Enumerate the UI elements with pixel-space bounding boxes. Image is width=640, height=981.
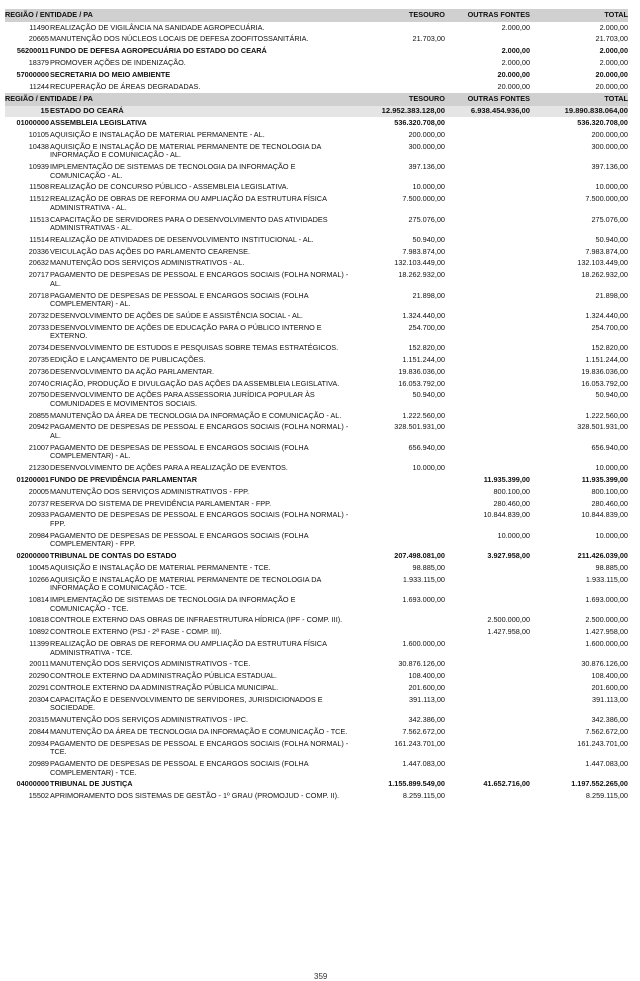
row-description: REALIZAÇÃO DE VIGILÂNCIA NA SANIDADE AGROPECUÁRIA. <box>50 22 265 32</box>
row-description: TRIBUNAL DE JUSTIÇA <box>50 779 133 789</box>
row-total: 280.460,00 <box>591 498 628 508</box>
row-tesouro: 536.320.708,00 <box>394 118 445 128</box>
table-row <box>5 422 628 442</box>
row-code: 20734 <box>28 343 49 353</box>
header-outras: OUTRAS FONTES <box>467 93 530 103</box>
row-total: 50.940,00 <box>595 234 628 244</box>
table-row <box>5 714 628 726</box>
row-description: AQUISIÇÃO E INSTALAÇÃO DE MATERIAL PERMANENTE DE TECNOLOGIA DA INFORMAÇÃO E COMUNICAÇÃO - TCE. <box>50 574 321 593</box>
row-total: 2.000,00 <box>599 57 628 67</box>
row-tesouro: 328.501.931,00 <box>394 422 445 432</box>
row-code: 20736 <box>28 366 49 376</box>
row-total: 275.076,00 <box>591 214 628 224</box>
row-code: 02000000 <box>16 551 49 561</box>
row-total: 1.427.958,00 <box>585 627 628 637</box>
row-total: 18.262.932,00 <box>581 270 628 280</box>
table-row <box>5 671 628 683</box>
row-description: MANUTENÇÃO DOS SERVIÇOS ADMINISTRATIVOS - FPP. <box>50 486 250 496</box>
row-tesouro: 132.103.449,00 <box>394 258 445 268</box>
row-total: 21.703,00 <box>595 34 628 44</box>
row-description: REALIZAÇÃO DE OBRAS DE REFORMA OU AMPLIAÇÃO DA ESTRUTURA FÍSICA ADMINISTRATIVA - TCE. <box>50 638 327 657</box>
row-total: 300.000,00 <box>591 141 628 151</box>
row-description: APRIMORAMENTO DOS SISTEMAS DE GESTÃO - 1º GRAU (PROMOJUD - COMP. II). <box>50 791 340 801</box>
row-total: 10.000,00 <box>595 530 628 540</box>
row-outras: 10.000,00 <box>497 530 530 540</box>
table-row <box>5 594 628 614</box>
row-code: 11490 <box>29 22 49 32</box>
row-tesouro: 7.500.000,00 <box>402 194 445 204</box>
row-total: 397.136,00 <box>591 162 628 171</box>
row-description: CAPACITAÇÃO E DESENVOLVIMENTO DE SERVIDORES, JURISDICIONADOS E SOCIEDADE. <box>50 694 323 713</box>
row-tesouro: 18.262.932,00 <box>398 270 445 280</box>
row-total: 391.113,00 <box>592 694 628 704</box>
row-tesouro: 1.151.244,00 <box>402 354 445 364</box>
row-code: 10045 <box>28 562 49 572</box>
table-row <box>5 694 628 714</box>
row-description: MANUTENÇÃO DOS SERVIÇOS ADMINISTRATIVOS - AL. <box>50 258 245 268</box>
row-total: 2.000,00 <box>599 46 628 56</box>
row-outras: 800.100,00 <box>493 486 530 496</box>
row-description: DESENVOLVIMENTO DE AÇÕES PARA ASSESSORIA JURÍDICA POPULAR ÀS COMUNIDADES E MOVIMENTOS SOCIAIS. <box>50 390 315 408</box>
table-row <box>5 498 628 510</box>
row-description: PAGAMENTO DE DESPESAS DE PESSOAL E ENCARGOS SOCIAIS (FOLHA NORMAL) - AL. <box>50 422 349 441</box>
row-code: 10939 <box>28 162 49 171</box>
row-code: 20984 <box>28 530 49 540</box>
row-code: 20005 <box>28 486 49 496</box>
row-description: ASSEMBLEIA LEGISLATIVA <box>50 118 147 128</box>
row-description: IMPLEMENTAÇÃO DE SISTEMAS DE TECNOLOGIA DA INFORMAÇÃO E COMUNICAÇÃO - TCE. <box>50 595 296 613</box>
table-row <box>5 354 628 366</box>
state-total: 19.890.838.064,00 <box>564 106 628 116</box>
row-total: 328.501.931,00 <box>577 422 628 432</box>
row-description: FUNDO DE DEFESA AGROPECUÁRIA DO ESTADO DO CEARÁ <box>50 46 267 56</box>
row-total: 16.053.792,00 <box>581 378 628 388</box>
row-outras: 11.935.399,00 <box>483 474 530 484</box>
table-row <box>5 182 628 194</box>
row-total: 342.386,00 <box>591 715 628 725</box>
row-code: 20844 <box>28 726 49 736</box>
row-total: 7.500.000,00 <box>585 194 628 204</box>
row-tesouro: 161.243.701,00 <box>394 738 445 748</box>
table-row <box>5 410 628 422</box>
row-description: PAGAMENTO DE DESPESAS DE PESSOAL E ENCARGOS SOCIAIS (FOLHA COMPLEMENTAR) - TCE. <box>50 758 309 777</box>
row-total: 132.103.449,00 <box>577 258 628 268</box>
state-tesouro: 12.952.383.128,00 <box>381 106 445 116</box>
row-code: 20290 <box>28 671 49 681</box>
table-row <box>5 791 628 803</box>
table-row <box>5 129 628 141</box>
row-total: 7.562.672,00 <box>585 726 628 736</box>
budget-table <box>5 9 628 802</box>
row-total: 30.876.126,00 <box>581 659 628 669</box>
row-code: 20934 <box>28 738 49 748</box>
row-description: MANUTENÇÃO DOS NÚCLEOS LOCAIS DE DEFESA ZOOFITOSSANITÁRIA. <box>50 34 309 44</box>
table-row <box>5 627 628 639</box>
table-row <box>5 57 628 69</box>
row-description: MANUTENÇÃO DA ÁREA DE TECNOLOGIA DA INFORMAÇÃO E COMUNICAÇÃO - AL. <box>50 410 342 420</box>
row-code: 10818 <box>28 615 49 625</box>
row-code: 11513 <box>29 214 49 224</box>
row-tesouro: 1.693.000,00 <box>402 595 445 604</box>
row-description: PAGAMENTO DE DESPESAS DE PESSOAL E ENCARGOS SOCIAIS (FOLHA COMPLEMENTAR) - FPP. <box>50 530 309 549</box>
row-outras: 1.427.958,00 <box>487 627 530 637</box>
row-description: CONTROLE EXTERNO DA ADMINISTRAÇÃO PÚBLICA ESTADUAL. <box>50 671 277 681</box>
row-code: 11512 <box>29 194 49 204</box>
row-description: AQUISIÇÃO E INSTALAÇÃO DE MATERIAL PERMANENTE - TCE. <box>50 562 271 572</box>
row-code: 04000000 <box>16 779 49 789</box>
state-total-row <box>5 106 628 118</box>
row-outras: 20.000,00 <box>497 81 530 91</box>
row-description: MANUTENÇÃO DA ÁREA DE TECNOLOGIA DA INFORMAÇÃO E COMUNICAÇÃO - TCE. <box>50 726 348 736</box>
table-row <box>5 463 628 475</box>
row-description: IMPLEMENTAÇÃO DE SISTEMAS DE TECNOLOGIA DA INFORMAÇÃO E COMUNICAÇÃO - AL. <box>50 162 296 180</box>
table-row <box>5 22 628 34</box>
table-row <box>5 638 628 658</box>
row-description: CONTROLE EXTERNO DAS OBRAS DE INFRAESTRUTURA HÍDRICA (IPF - COMP. III). <box>50 615 343 625</box>
row-description: SECRETARIA DO MEIO AMBIENTE <box>50 69 171 79</box>
row-code: 20735 <box>28 354 49 364</box>
header-total: TOTAL <box>604 10 628 20</box>
row-description: DESENVOLVIMENTO DE AÇÕES DE SAÚDE E ASSISTÊNCIA SOCIAL - AL. <box>50 311 303 320</box>
row-description: FUNDO DE PREVIDÊNCIA PARLAMENTAR <box>50 474 198 484</box>
section-a <box>5 22 628 93</box>
row-description: DESENVOLVIMENTO DE AÇÕES PARA A REALIZAÇÃO DE EVENTOS. <box>50 463 288 473</box>
row-tesouro: 7.562.672,00 <box>402 726 445 736</box>
row-tesouro: 21.703,00 <box>412 34 445 44</box>
row-total: 1.933.115,00 <box>585 574 628 584</box>
row-code: 10814 <box>28 595 49 604</box>
table-header-repeat <box>5 93 628 106</box>
row-code: 20717 <box>28 270 49 280</box>
row-total: 800.100,00 <box>591 486 628 496</box>
row-description: AQUISIÇÃO E INSTALAÇÃO DE MATERIAL PERMANENTE - AL. <box>50 129 265 139</box>
row-total: 10.000,00 <box>595 463 628 473</box>
row-tesouro: 342.386,00 <box>408 715 445 725</box>
row-code: 11244 <box>29 81 49 91</box>
row-description: CONTROLE EXTERNO DA ADMINISTRAÇÃO PÚBLICA MUNICIPAL. <box>50 682 279 692</box>
table-row <box>5 270 628 290</box>
header-outras: OUTRAS FONTES <box>467 10 530 20</box>
row-tesouro: 1.600.000,00 <box>402 638 445 648</box>
row-total: 98.885,00 <box>595 562 628 572</box>
row-description: CONTROLE EXTERNO (PSJ - 2ª FASE - COMP. III). <box>50 627 222 637</box>
row-description: PROMOVER AÇÕES DE INDENIZAÇÃO. <box>50 57 186 67</box>
row-description: MANUTENÇÃO DOS SERVIÇOS ADMINISTRATIVOS - TCE. <box>50 659 251 669</box>
row-code: 20942 <box>28 422 49 432</box>
row-description: EDIÇÃO E LANÇAMENTO DE PUBLICAÇÕES. <box>50 354 206 364</box>
row-total: 152.820,00 <box>591 343 628 353</box>
row-code: 01200001 <box>16 474 49 484</box>
page-number: 359 <box>314 972 328 981</box>
row-code: 20740 <box>28 378 49 388</box>
row-total: 21.898,00 <box>595 290 628 300</box>
row-tesouro: 50.940,00 <box>412 234 445 244</box>
row-tesouro: 108.400,00 <box>408 671 445 681</box>
row-code: 01000000 <box>16 118 49 128</box>
row-code: 10892 <box>28 627 49 637</box>
row-code: 10105 <box>28 129 49 139</box>
row-total: 1.693.000,00 <box>585 595 628 604</box>
header-region: REGIÃO / ENTIDADE / PA <box>5 10 93 20</box>
row-code: 10438 <box>28 141 49 151</box>
row-code: 20750 <box>28 390 49 400</box>
row-tesouro: 10.000,00 <box>412 463 445 473</box>
row-total: 1.600.000,00 <box>585 638 628 648</box>
row-tesouro: 207.498.081,00 <box>394 551 445 561</box>
row-total: 1.151.244,00 <box>585 354 628 364</box>
state-name: ESTADO DO CEARÁ <box>50 106 124 116</box>
entity-row <box>5 69 628 81</box>
row-total: 50.940,00 <box>595 390 628 400</box>
row-total: 10.000,00 <box>595 182 628 192</box>
header-tesouro: TESOURO <box>408 10 445 20</box>
row-outras: 2.000,00 <box>501 22 530 32</box>
row-code: 10266 <box>28 574 49 584</box>
table-row <box>5 322 628 342</box>
row-tesouro: 275.076,00 <box>408 214 445 224</box>
table-row <box>5 234 628 246</box>
table-row <box>5 343 628 355</box>
row-code: 20732 <box>28 311 49 320</box>
entity-row <box>5 550 628 562</box>
row-tesouro: 254.700,00 <box>408 322 445 332</box>
row-tesouro: 16.053.792,00 <box>398 378 445 388</box>
row-tesouro: 10.000,00 <box>412 182 445 192</box>
table-row <box>5 34 628 46</box>
row-tesouro: 1.324.440,00 <box>402 311 445 320</box>
row-tesouro: 201.600,00 <box>408 682 445 692</box>
row-code: 56200011 <box>16 46 49 56</box>
row-total: 1.222.560,00 <box>585 410 628 420</box>
row-description: CRIAÇÃO, PRODUÇÃO E DIVULGAÇÃO DAS AÇÕES DA ASSEMBLEIA LEGISLATIVA. <box>50 378 340 388</box>
row-outras: 41.652.716,00 <box>483 779 530 789</box>
row-total: 11.935.399,00 <box>581 474 628 484</box>
row-total: 20.000,00 <box>595 69 628 79</box>
row-tesouro: 1.155.899.549,00 <box>388 779 445 789</box>
row-code: 20336 <box>28 246 49 256</box>
table-row <box>5 726 628 738</box>
row-tesouro: 1.447.083,00 <box>402 758 445 768</box>
row-outras: 2.000,00 <box>501 46 530 56</box>
row-code: 18379 <box>28 57 49 67</box>
row-total: 1.197.552.265,00 <box>571 779 628 789</box>
row-description: REALIZAÇÃO DE OBRAS DE REFORMA OU AMPLIAÇÃO DA ESTRUTURA FÍSICA ADMINISTRATIVA - AL. <box>50 194 327 212</box>
entity-row <box>5 117 628 129</box>
table-row <box>5 141 628 161</box>
row-total: 10.844.839,00 <box>581 510 628 520</box>
row-description: DESENVOLVIMENTO DA AÇÃO PARLAMENTAR. <box>50 366 215 376</box>
row-description: DESENVOLVIMENTO DE ESTUDOS E PESQUISAS SOBRE TEMAS ESTRATÉGICOS. <box>50 343 339 353</box>
row-code: 20011 <box>29 659 49 669</box>
state-code: 15 <box>40 106 49 116</box>
row-total: 254.700,00 <box>591 322 628 332</box>
row-code: 20989 <box>28 758 49 768</box>
row-outras: 280.460,00 <box>493 498 530 508</box>
table-row <box>5 530 628 550</box>
header-total: TOTAL <box>604 93 628 103</box>
row-outras: 2.500.000,00 <box>487 615 530 625</box>
row-code: 20291 <box>28 682 49 692</box>
row-code: 20855 <box>28 410 49 420</box>
table-row <box>5 161 628 181</box>
table-row <box>5 246 628 258</box>
row-code: 11399 <box>29 638 49 648</box>
row-outras: 10.844.839,00 <box>483 510 530 520</box>
section-b <box>5 117 628 802</box>
row-description: MANUTENÇÃO DOS SERVIÇOS ADMINISTRATIVOS - IPC. <box>50 715 248 725</box>
row-total: 161.243.701,00 <box>577 738 628 748</box>
row-code: 20665 <box>28 34 49 44</box>
row-code: 20315 <box>28 715 49 725</box>
row-description: PAGAMENTO DE DESPESAS DE PESSOAL E ENCARGOS SOCIAIS (FOLHA NORMAL) - TCE. <box>50 738 349 757</box>
row-description: TRIBUNAL DE CONTAS DO ESTADO <box>50 551 177 561</box>
row-tesouro: 152.820,00 <box>408 343 445 353</box>
table-row <box>5 486 628 498</box>
table-row <box>5 366 628 378</box>
row-tesouro: 1.222.560,00 <box>402 410 445 420</box>
row-tesouro: 98.885,00 <box>412 562 445 572</box>
row-description: RESERVA DO SISTEMA DE PREVIDÊNCIA PARLAMENTAR - FPP. <box>50 498 272 508</box>
header-tesouro: TESOURO <box>408 93 445 103</box>
row-outras: 3.927.958,00 <box>487 551 530 561</box>
row-description: PAGAMENTO DE DESPESAS DE PESSOAL E ENCARGOS SOCIAIS (FOLHA NORMAL) - AL. <box>50 270 349 288</box>
table-row <box>5 310 628 322</box>
row-description: DESENVOLVIMENTO DE AÇÕES DE EDUCAÇÃO PARA O PÚBLICO INTERNO E EXTERNO. <box>50 322 322 341</box>
row-total: 2.500.000,00 <box>585 615 628 625</box>
entity-row <box>5 474 628 486</box>
row-total: 656.940,00 <box>591 442 628 452</box>
row-tesouro: 200.000,00 <box>408 129 445 139</box>
row-code: 20933 <box>28 510 49 520</box>
row-tesouro: 300.000,00 <box>408 141 445 151</box>
row-total: 1.447.083,00 <box>585 758 628 768</box>
row-total: 201.600,00 <box>591 682 628 692</box>
row-description: PAGAMENTO DE DESPESAS DE PESSOAL E ENCARGOS SOCIAIS (FOLHA COMPLEMENTAR) - AL. <box>50 290 309 309</box>
row-description: VEICULAÇÃO DAS AÇÕES DO PARLAMENTO CEARENSE. <box>50 246 251 256</box>
row-tesouro: 656.940,00 <box>408 442 445 452</box>
row-total: 211.426.039,00 <box>577 551 628 561</box>
table-row <box>5 390 628 410</box>
row-tesouro: 7.983.874,00 <box>402 246 445 256</box>
row-description: REALIZAÇÃO DE ATIVIDADES DE DESENVOLVIMENTO INSTITUCIONAL - AL. <box>50 234 314 244</box>
row-total: 20.000,00 <box>595 81 628 91</box>
entity-row <box>5 46 628 58</box>
table-row <box>5 81 628 93</box>
row-tesouro: 1.933.115,00 <box>402 574 445 584</box>
row-outras: 20.000,00 <box>497 69 530 79</box>
row-description: PAGAMENTO DE DESPESAS DE PESSOAL E ENCARGOS SOCIAIS (FOLHA COMPLEMENTAR) - AL. <box>50 442 309 461</box>
table-row <box>5 510 628 530</box>
row-total: 536.320.708,00 <box>577 118 628 128</box>
row-tesouro: 50.940,00 <box>412 390 445 400</box>
state-outras: 6.938.454.936,00 <box>470 106 530 116</box>
row-tesouro: 21.898,00 <box>412 290 445 300</box>
row-description: CAPACITAÇÃO DE SERVIDORES PARA O DESENVOLVIMENTO DAS ATIVIDADES ADMINISTRATIVAS - AL. <box>50 214 328 233</box>
row-tesouro: 30.876.126,00 <box>398 659 445 669</box>
table-row <box>5 758 628 778</box>
table-row <box>5 258 628 270</box>
table-header <box>5 9 628 22</box>
row-tesouro: 397.136,00 <box>408 162 445 171</box>
row-tesouro: 19.836.036,00 <box>398 366 445 376</box>
table-row <box>5 615 628 627</box>
row-code: 20737 <box>28 498 49 508</box>
row-code: 20304 <box>28 694 49 704</box>
table-row <box>5 682 628 694</box>
table-row <box>5 738 628 758</box>
row-code: 20718 <box>28 290 49 300</box>
table-row <box>5 442 628 462</box>
table-row <box>5 214 628 234</box>
row-code: 57000000 <box>16 69 49 79</box>
row-code: 21007 <box>28 442 49 452</box>
row-total: 8.259.115,00 <box>585 791 628 801</box>
row-total: 19.836.036,00 <box>581 366 628 376</box>
table-row <box>5 562 628 574</box>
row-total: 7.983.874,00 <box>585 246 628 256</box>
row-total: 1.324.440,00 <box>585 311 628 320</box>
row-description: RECUPERAÇÃO DE ÁREAS DEGRADADAS. <box>50 81 201 91</box>
table-row <box>5 378 628 390</box>
table-row <box>5 194 628 214</box>
row-tesouro: 8.259.115,00 <box>402 791 445 801</box>
row-code: 15502 <box>28 791 49 801</box>
table-row <box>5 659 628 671</box>
row-total: 108.400,00 <box>591 671 628 681</box>
table-row <box>5 574 628 594</box>
row-tesouro: 391.113,00 <box>409 694 445 704</box>
row-code: 20733 <box>28 322 49 332</box>
entity-row <box>5 779 628 791</box>
row-total: 200.000,00 <box>591 129 628 139</box>
row-description: REALIZAÇÃO DE CONCURSO PÚBLICO - ASSEMBLEIA LEGISLATIVA. <box>50 182 289 192</box>
row-code: 20632 <box>28 258 49 268</box>
row-description: AQUISIÇÃO E INSTALAÇÃO DE MATERIAL PERMANENTE DE TECNOLOGIA DA INFORMAÇÃO E COMUNICAÇÃO - AL. <box>50 141 321 160</box>
table-row <box>5 290 628 310</box>
row-total: 2.000,00 <box>599 22 628 32</box>
row-code: 11508 <box>29 182 49 192</box>
row-outras: 2.000,00 <box>501 57 530 67</box>
row-code: 21230 <box>28 463 49 473</box>
header-region: REGIÃO / ENTIDADE / PA <box>5 93 93 103</box>
row-code: 11514 <box>29 234 49 244</box>
row-description: PAGAMENTO DE DESPESAS DE PESSOAL E ENCARGOS SOCIAIS (FOLHA NORMAL) - FPP. <box>50 510 349 528</box>
